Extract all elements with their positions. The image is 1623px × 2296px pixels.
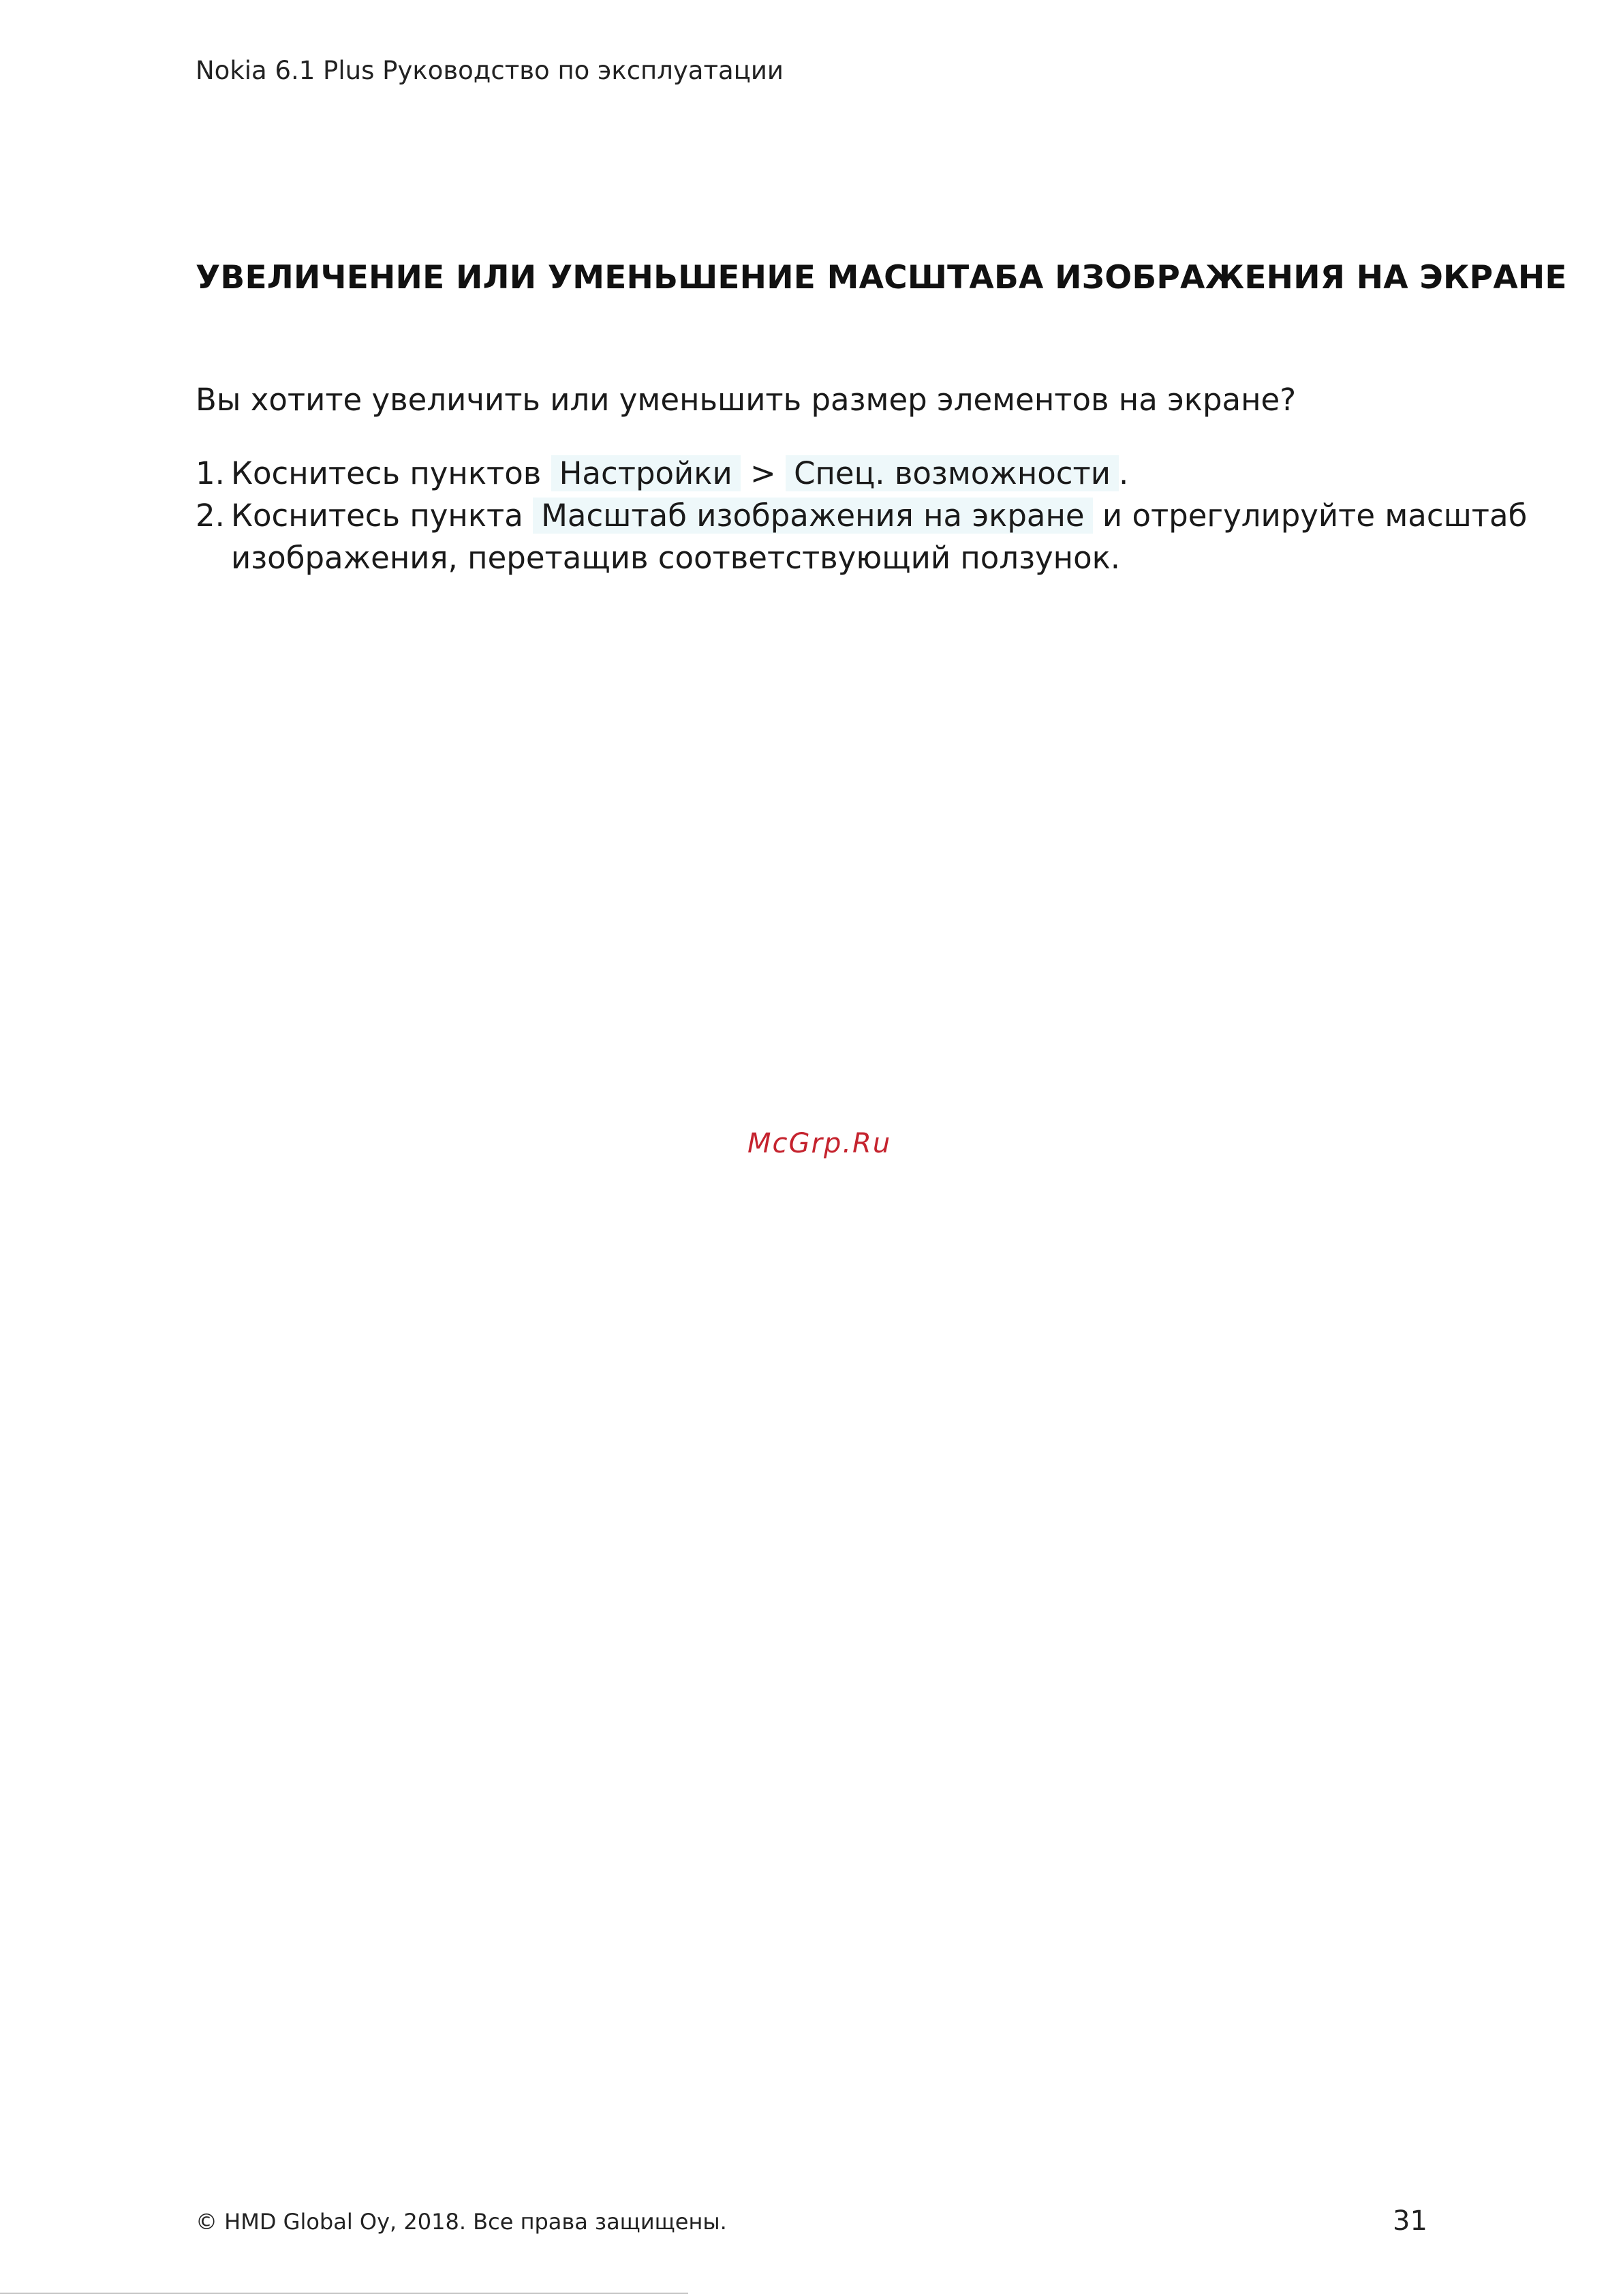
ui-term-settings: Настройки [551, 455, 741, 491]
bottom-divider [0, 2293, 688, 2294]
step-text: Коснитесь пункта [231, 498, 523, 534]
document-header-title: Nokia 6.1 Plus Руководство по эксплуатации [196, 56, 784, 85]
step-number: 2. [196, 498, 225, 534]
section-heading: УВЕЛИЧЕНИЕ ИЛИ УМЕНЬШЕНИЕ МАСШТАБА ИЗОБРАЖЕНИЯ НА ЭКРАНЕ [196, 259, 1567, 296]
watermark-link[interactable]: McGrp.Ru [747, 1128, 892, 1159]
step-text-line-2: изображения, перетащив соответствующий ползунок. [231, 540, 1121, 576]
step-text: Коснитесь пунктов [231, 455, 542, 491]
page-number: 31 [1393, 2205, 1427, 2237]
ui-term-accessibility: Спец. возможности [786, 455, 1119, 491]
step-text-end: . [1119, 455, 1129, 491]
step-1 [196, 453, 1436, 495]
intro-paragraph: Вы хотите увеличить или уменьшить размер элементов на экране? [196, 382, 1297, 418]
step-text-continued: и отрегулируйте масштаб [1102, 498, 1528, 534]
instruction-steps [196, 453, 1528, 579]
footer-copyright: © HMD Global Oy, 2018. Все права защищены. [196, 2209, 727, 2235]
path-separator: > [750, 455, 776, 491]
ui-term-display-size: Масштаб изображения на экране [533, 498, 1092, 534]
step-2 [196, 495, 1528, 579]
step-number: 1. [196, 455, 225, 491]
